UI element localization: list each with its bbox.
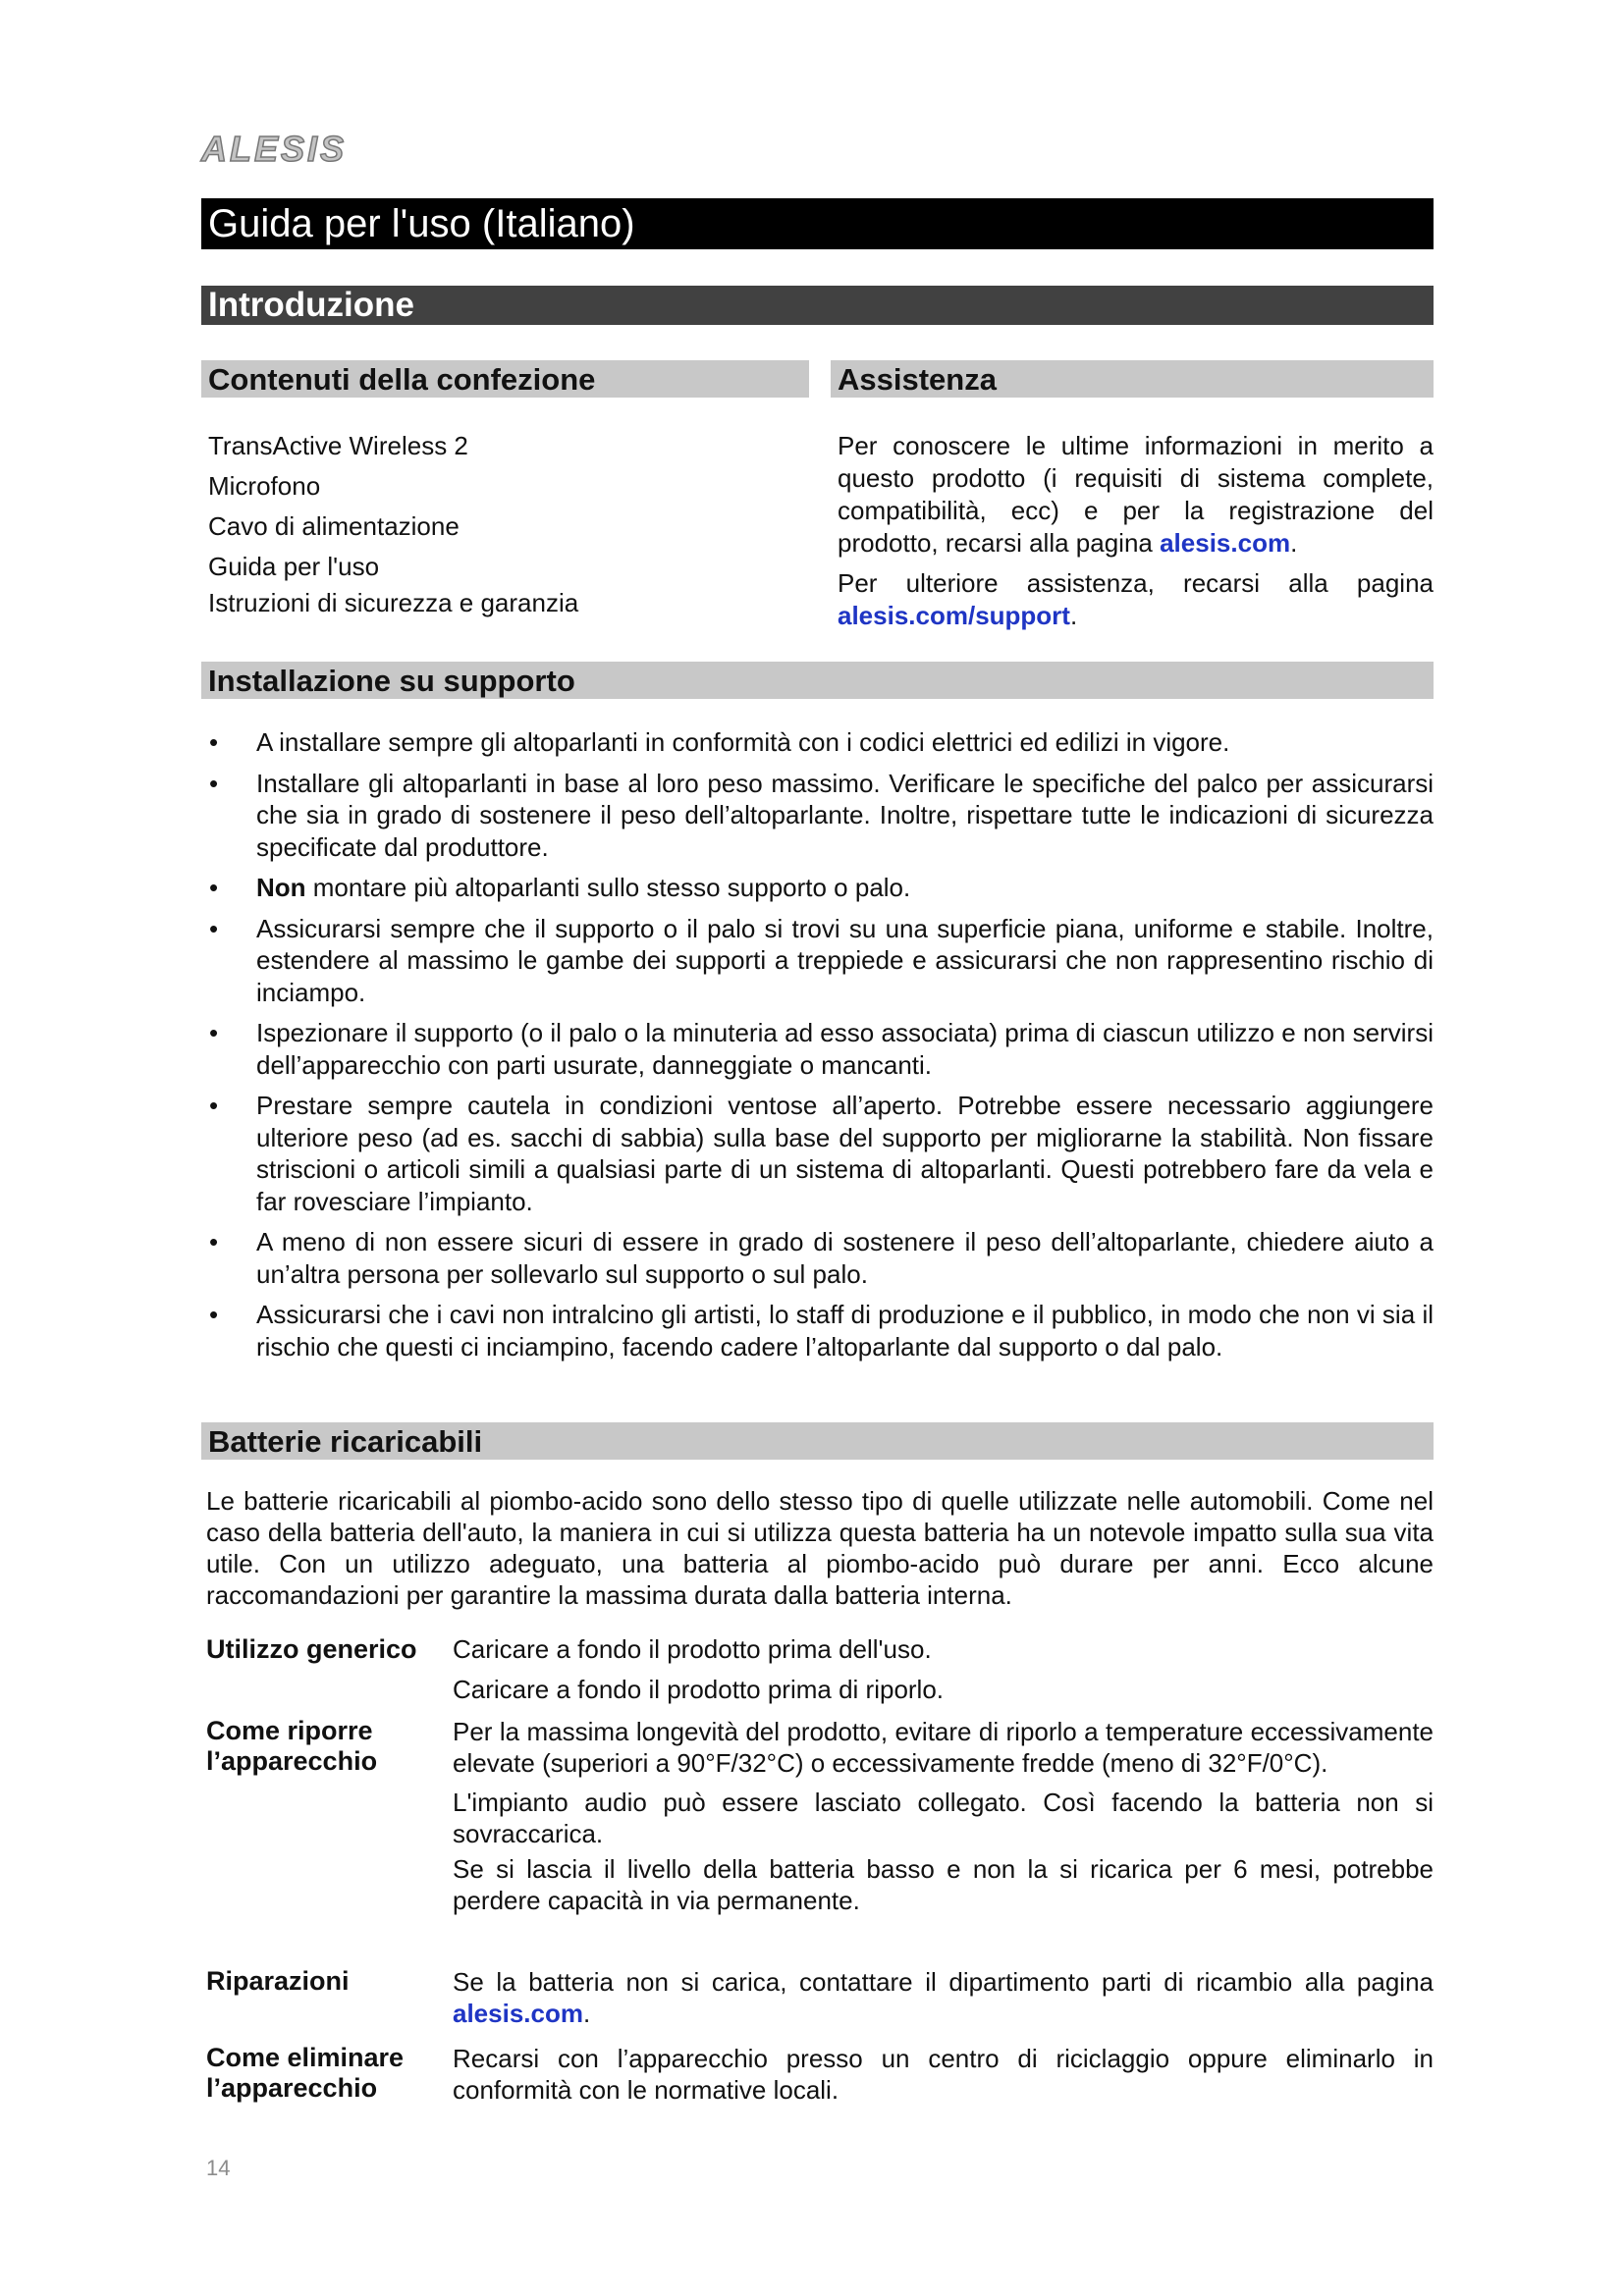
stand-heading: Installazione su supporto: [208, 664, 575, 698]
alesis-logo-graphic: [199, 126, 396, 169]
contents-item: Cavo di alimentazione: [208, 511, 460, 541]
contents-item: Guida per l'uso: [208, 552, 380, 581]
battery-heading-bar: [201, 1422, 1434, 1460]
bullet-item: • Assicurarsi sempre che il supporto o il palo si trovi su una superficie piana, uniforme e stabile. Inoltre, estendere al massimo le gambe dei supporti a treppiede e assicurarsi che non rappresentino rischio di inciampo.: [209, 913, 1434, 1007]
bullet-item: • Installare gli altoparlanti in base al loro peso massimo. Verificare le specifiche del palco per assicurarsi che sia in grado di sostenere il peso dell’altoparlante. Inoltre, rispettare tutte le indicazioni di sicurezza specificate dal produttore.: [209, 768, 1434, 862]
disposal-label: Come eliminare l’apparecchio: [206, 2043, 405, 2103]
stand-bullet-list: [201, 726, 1434, 1371]
storage-text: [453, 1716, 1434, 1916]
bullet-item: • Assicurarsi che i cavi non intralcino gli artisti, lo staff di produzione e il pubblico, in modo che non vi sia il rischio che questi ci inciampino, facendo cadere l’altoparlante dal supporto o dal palo.: [209, 1300, 1434, 1362]
bullet-item: • Prestare sempre cautela in condizioni ventose all’aperto. Potrebbe essere necessario aggiungere ulteriore peso (ad es. sacchi di sabbia) sulla base del supporto per migliorarne la stabilità. Non fissare striscioni o articoli simili a qualsiasi parte di un sistema di altoparlanti. Questi potrebbero fare da vela e far rovesciare l’impianto.: [209, 1091, 1434, 1216]
disposal-text: Recarsi con l’apparecchio presso un centro di riciclaggio oppure eliminarlo in conformità con le normative locali.: [453, 2044, 1434, 2105]
bullet-item: • A meno di non essere sicuri di essere in grado di sostenere il peso dell’altoparlante, chiedere aiuto a un’altra persona per sollevarlo sul supporto o sul palo.: [209, 1227, 1434, 1289]
support-heading: Assistenza: [838, 362, 997, 397]
bullet-icon: •: [209, 727, 219, 757]
support-heading-bar: [831, 360, 1434, 398]
page-title-bar: [201, 198, 1434, 249]
svg-text:ALESIS: ALESIS: [201, 129, 348, 169]
contents-heading: Contenuti della confezione: [208, 362, 596, 397]
contents-heading-bar: [201, 360, 809, 398]
stand-heading-bar: [201, 662, 1434, 699]
alesis-link[interactable]: alesis.com: [453, 1999, 583, 2028]
storage-paragraph: Se si lascia il livello della batteria basso e non la si ricarica per 6 mesi, potrebbe perdere capacità in via permanente.: [453, 1854, 1434, 1915]
general-use-label: Utilizzo generico: [206, 1634, 417, 1664]
support-paragraph-1: Per conoscere le ultime informazioni in merito a questo prodotto (i requisiti di sistema complete, compatibilità, ecc) e per la registrazione del prodotto, recarsi alla pagina alesis.com.: [838, 431, 1434, 558]
storage-paragraph: L'impianto audio può essere lasciato collegato. Così facendo la batteria non si sovraccarica.: [453, 1788, 1434, 1848]
section-intro-title: Introduzione: [208, 286, 414, 324]
general-use-line: Caricare a fondo il prodotto prima di riporlo.: [453, 1675, 945, 1704]
bullet-icon: •: [209, 768, 219, 798]
contents-item: Istruzioni di sicurezza e garanzia: [208, 588, 579, 617]
bullet-item: • Non montare più altoparlanti sullo stesso supporto o palo.: [209, 873, 911, 902]
repair-label: Riparazioni: [206, 1966, 350, 1996]
bullet-item: • Ispezionare il supporto (o il palo o la minuteria ad esso associata) prima di ciascun utilizzo e non servirsi dell’apparecchio con parti usurate, danneggiate o mancanti.: [209, 1018, 1434, 1080]
alesis-link[interactable]: alesis.com: [1160, 528, 1291, 558]
page-title: Guida per l'uso (Italiano): [208, 202, 635, 245]
bullet-icon: •: [209, 1300, 219, 1329]
page-number: 14: [206, 2156, 231, 2180]
storage-paragraph: Per la massima longevità del prodotto, evitare di riporlo a temperature eccessivamente elevate (superiori a 90°F/32°C) o eccessivamente fredde (meno di 32°F/0°C).: [453, 1717, 1434, 1778]
alesis-support-link[interactable]: alesis.com/support: [838, 601, 1070, 630]
repair-text: Se la batteria non si carica, contattare il dipartimento parti di ricambio alla pagina alesis.com.: [453, 1967, 1434, 2028]
storage-label: Come riporre l’apparecchio: [206, 1716, 378, 1776]
bullet-item: • A installare sempre gli altoparlanti in conformità con i codici elettrici ed edilizi in vigore.: [209, 727, 1230, 757]
contents-item: Microfono: [208, 471, 321, 501]
support-text: [838, 430, 1434, 632]
support-paragraph-2: Per ulteriore assistenza, recarsi alla pagina alesis.com/support.: [838, 568, 1434, 630]
alesis-logo: [199, 126, 396, 169]
bullet-icon: •: [209, 873, 219, 902]
general-use-line: Caricare a fondo il prodotto prima dell'uso.: [453, 1634, 932, 1664]
battery-intro: Le batterie ricaricabili al piombo-acido sono dello stesso tipo di quelle utilizzate nelle automobili. Come nel caso della batteria dell'auto, la maniera in cui si utilizza questa batteria ha un notevole impatto sulla sua vita utile. Con un utilizzo adeguato, una batteria al piombo-acido può durare per anni. Ecco alcune raccomandazioni per garantire la massima durata dalla batteria interna.: [206, 1486, 1434, 1610]
contents-item: TransActive Wireless 2: [208, 431, 468, 460]
bullet-icon: •: [209, 1227, 219, 1256]
bullet-icon: •: [209, 1018, 219, 1047]
bullet-icon: •: [209, 1091, 219, 1120]
battery-heading: Batterie ricaricabili: [208, 1424, 483, 1459]
contents-list: [208, 430, 797, 619]
general-use-text: [453, 1633, 1434, 1706]
section-intro-bar: [201, 286, 1434, 325]
bullet-icon: •: [209, 913, 219, 943]
